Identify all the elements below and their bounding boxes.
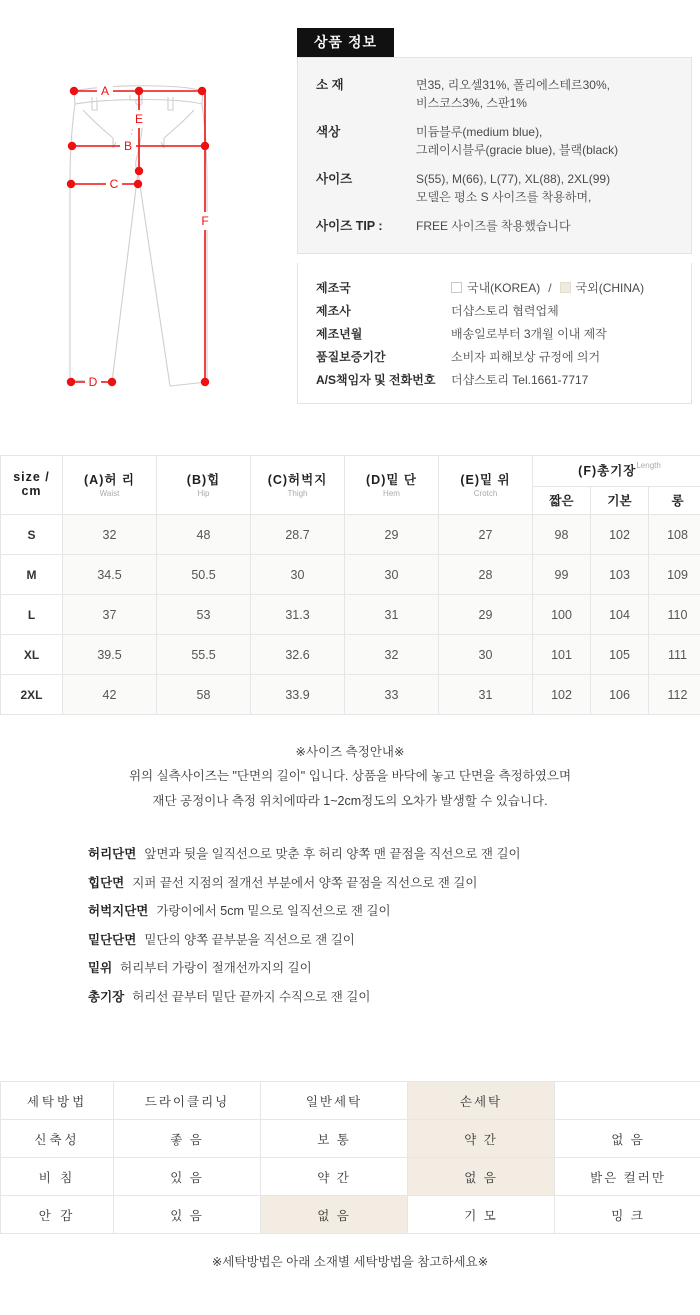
marker-label-e: E (134, 112, 144, 126)
wash-care-footer-note: ※세탁방법은 아래 소재별 세탁방법을 참고하세요※ (211, 1255, 489, 1269)
definition-term-hem: 밑단단면 (88, 932, 137, 947)
cell-2xl-crotch: 31 (439, 675, 533, 715)
definition-hip (88, 877, 648, 890)
product-info-row (298, 76, 691, 112)
header-length-short: 짧은 (533, 487, 591, 515)
header-crotch-en: Crotch (473, 489, 498, 498)
size-chart-table (0, 455, 700, 715)
size-line-2: 모델은 평소 S 사이즈를 착용하며, (416, 190, 592, 204)
marker-label-f: F (201, 214, 209, 228)
size-line-1: S(55), M(66), L(77), XL(88), 2XL(99) (416, 172, 611, 186)
cell-s-thigh: 28.7 (251, 515, 345, 555)
header-size (1, 456, 63, 515)
as-contact-row (298, 371, 691, 388)
size-label-m: M (1, 555, 63, 595)
warranty-value: 소비자 피해보상 규정에 의거 (451, 350, 601, 365)
cell-s-waist: 32 (63, 515, 157, 555)
manufacturer-info-box (297, 263, 692, 404)
material-label: 소 재 (316, 78, 344, 92)
table-row (1, 1196, 700, 1234)
definition-desc-hem: 밑단의 양쪽 끝부분을 직선으로 잰 길이 (144, 932, 355, 947)
cell-s-hip: 48 (157, 515, 251, 555)
product-info-title: 상품 정보 (297, 28, 394, 57)
definition-crotch (88, 962, 648, 975)
product-info-panel (297, 28, 692, 404)
lining-none: 없 음 (261, 1196, 408, 1234)
wash-care-section (0, 1081, 700, 1234)
origin-korea-label: 국내(KOREA) (467, 281, 541, 296)
sheerness-none: 없 음 (408, 1158, 555, 1196)
manufacturer-row (298, 302, 691, 319)
wash-method-machine: 일반세탁 (261, 1082, 408, 1120)
definition-hem (88, 934, 648, 947)
cell-xl-hip: 55.5 (157, 635, 251, 675)
origin-china-label: 국외(CHINA) (575, 281, 645, 296)
cell-2xl-length-long: 112 (649, 675, 700, 715)
lining-mink: 밍 크 (555, 1196, 700, 1234)
cell-l-thigh: 31.3 (251, 595, 345, 635)
cell-m-length-regular: 103 (591, 555, 649, 595)
manufacturer-value: 더샵스토리 협력업체 (451, 304, 559, 319)
definition-desc-length: 허리선 끝부터 밑단 끝까지 수직으로 잰 길이 (132, 989, 371, 1004)
warranty-label: 품질보증기간 (316, 350, 386, 365)
product-info-row (298, 217, 691, 235)
cell-l-crotch: 29 (439, 595, 533, 635)
header-hip-kr: (B)힙 (186, 473, 221, 487)
cell-xl-crotch: 30 (439, 635, 533, 675)
table-row (1, 1082, 700, 1120)
marker-label-d: D (88, 375, 98, 389)
lining-label: 안 감 (1, 1196, 114, 1234)
elasticity-label: 신축성 (1, 1120, 114, 1158)
size-tip-line-1: FREE 사이즈를 착용했습니다 (416, 219, 571, 233)
table-row (1, 635, 700, 675)
header-size-kr: size / cm (13, 470, 50, 498)
manufacturer-label: 제조사 (316, 304, 351, 319)
cell-m-crotch: 28 (439, 555, 533, 595)
header-length-kr: (F)총기장 (578, 464, 637, 478)
warranty-row (298, 348, 691, 365)
elasticity-good: 좋 음 (114, 1120, 261, 1158)
size-table-header-row (1, 456, 700, 487)
cell-xl-length-regular: 105 (591, 635, 649, 675)
table-row (1, 1120, 700, 1158)
sheerness-label: 비 침 (1, 1158, 114, 1196)
definition-term-crotch: 밑위 (88, 961, 113, 975)
as-contact-label: A/S책임자 및 전화번호 (316, 373, 436, 388)
color-label: 색상 (316, 125, 341, 139)
cell-2xl-thigh: 33.9 (251, 675, 345, 715)
size-label-xl: XL (1, 635, 63, 675)
lining-fleece: 기 모 (408, 1196, 555, 1234)
size-label-l: L (1, 595, 63, 635)
lining-yes: 있 음 (114, 1196, 261, 1234)
measurement-lines (68, 88, 209, 386)
marker-label-c: C (109, 177, 119, 191)
china-checkbox-icon (560, 282, 571, 293)
wash-care-table (0, 1081, 700, 1234)
product-info-row (298, 123, 691, 159)
size-tip-label: 사이즈 TIP : (316, 219, 383, 233)
header-crotch (439, 456, 533, 515)
size-value (416, 170, 691, 206)
cell-xl-hem: 32 (345, 635, 439, 675)
cell-m-waist: 34.5 (63, 555, 157, 595)
color-value (416, 123, 691, 159)
size-tip-value (416, 217, 691, 235)
cell-l-hem: 31 (345, 595, 439, 635)
header-length-long: 롱 (649, 487, 700, 515)
cell-2xl-hip: 58 (157, 675, 251, 715)
header-waist-en: Waist (99, 489, 120, 498)
material-line-2: 비스코스3%, 스판1% (416, 96, 527, 110)
header-thigh-en: Thigh (287, 489, 308, 498)
cell-m-hem: 30 (345, 555, 439, 595)
cell-s-length-long: 108 (649, 515, 700, 555)
cell-l-waist: 37 (63, 595, 157, 635)
cell-2xl-hem: 33 (345, 675, 439, 715)
manufacture-date-label: 제조년월 (316, 327, 363, 342)
cell-xl-waist: 39.5 (63, 635, 157, 675)
as-contact-value: 더샵스토리 Tel.1661-7717 (451, 373, 589, 388)
header-length-en: Length (636, 461, 661, 470)
product-info-row (298, 170, 691, 206)
header-hip (157, 456, 251, 515)
definition-desc-hip: 지퍼 끝선 지점의 절개선 부분에서 양쪽 끝점을 직선으로 잰 길이 (132, 875, 478, 890)
cell-2xl-length-regular: 106 (591, 675, 649, 715)
marker-label-b: B (123, 139, 133, 153)
header-length-regular: 기본 (591, 487, 649, 515)
measure-note-title: ※사이즈 측정안내※ (295, 745, 405, 759)
origin-row (298, 279, 691, 296)
header-length-group (533, 456, 700, 487)
header-hem-en: Hem (383, 489, 400, 498)
measure-note-line-2: 위의 실측사이즈는 "단면의 길이" 입니다. 상품을 바닥에 놓고 단면을 측정하였으며 (128, 769, 572, 784)
cell-xl-length-long: 111 (649, 635, 700, 675)
cell-s-length-regular: 102 (591, 515, 649, 555)
pants-measurement-diagram (50, 70, 280, 410)
wash-method-handwash: 손세탁 (408, 1082, 555, 1120)
definition-desc-waist: 앞면과 뒷을 일직선으로 맞춘 후 허리 양쪽 맨 끝점을 직선으로 잰 길이 (144, 847, 521, 861)
table-row (1, 555, 700, 595)
marker-label-a: A (100, 84, 110, 98)
cell-2xl-waist: 42 (63, 675, 157, 715)
definition-term-thigh: 허벅지단면 (88, 904, 149, 918)
header-waist-kr: (A)허 리 (84, 473, 135, 487)
cell-m-thigh: 30 (251, 555, 345, 595)
product-info-box (297, 57, 692, 254)
header-waist (63, 456, 157, 515)
cell-xl-thigh: 32.6 (251, 635, 345, 675)
header-thigh (251, 456, 345, 515)
table-row (1, 515, 700, 555)
cell-s-hem: 29 (345, 515, 439, 555)
manufacture-date-row (298, 325, 691, 342)
wash-method-empty (555, 1082, 700, 1120)
size-label-s: S (1, 515, 63, 555)
elasticity-normal: 보 통 (261, 1120, 408, 1158)
table-row (1, 595, 700, 635)
manufacture-date-value: 배송일로부터 3개월 이내 제작 (451, 327, 607, 342)
header-hip-en: Hip (197, 489, 210, 498)
origin-value (451, 279, 644, 296)
wash-method-label: 세탁방법 (1, 1082, 114, 1120)
top-section (0, 0, 700, 425)
definition-length (88, 991, 648, 1004)
sheerness-light-color-only: 밝은 컬러만 (555, 1158, 700, 1196)
measure-note-line-3: 재단 공정이나 측정 위치에따라 1~2cm정도의 오차가 발생할 수 있습니다. (152, 793, 548, 808)
table-row (1, 1158, 700, 1196)
cell-l-length-long: 110 (649, 595, 700, 635)
size-label-2xl: 2XL (1, 675, 63, 715)
color-line-2: 그레이시블루(gracie blue), 블랙(black) (416, 143, 619, 157)
cell-s-length-short: 98 (533, 515, 591, 555)
material-value (416, 76, 691, 112)
definition-term-length: 총기장 (88, 989, 125, 1004)
cell-xl-length-short: 101 (533, 635, 591, 675)
header-thigh-kr: (C)허벅지 (267, 473, 328, 487)
origin-label: 제조국 (316, 281, 351, 296)
sheerness-slight: 약 간 (261, 1158, 408, 1196)
header-hem-kr: (D)밑 단 (366, 473, 417, 487)
table-row (1, 675, 700, 715)
cell-s-crotch: 27 (439, 515, 533, 555)
definition-term-waist: 허리단면 (88, 847, 137, 861)
definition-desc-thigh: 가랑이에서 5cm 밑으로 일직선으로 잰 길이 (156, 904, 391, 918)
size-label: 사이즈 (316, 172, 353, 186)
size-chart-section (0, 455, 700, 715)
header-crotch-kr: (E)밑 위 (460, 473, 511, 487)
sheerness-yes: 있 음 (114, 1158, 261, 1196)
cell-m-length-short: 99 (533, 555, 591, 595)
origin-separator: / (548, 280, 552, 295)
definition-waist (88, 848, 648, 861)
color-line-1: 미듐블루(medium blue), (416, 125, 543, 139)
cell-l-hip: 53 (157, 595, 251, 635)
cell-m-hip: 50.5 (157, 555, 251, 595)
elasticity-none: 없 음 (555, 1120, 700, 1158)
definition-thigh (88, 905, 648, 918)
cell-l-length-short: 100 (533, 595, 591, 635)
cell-m-length-long: 109 (649, 555, 700, 595)
elasticity-slight: 약 간 (408, 1120, 555, 1158)
korea-checkbox-icon (451, 282, 462, 293)
wash-method-dryclean: 드라이클리닝 (114, 1082, 261, 1120)
measurement-labels (85, 82, 213, 391)
cell-l-length-regular: 104 (591, 595, 649, 635)
measurement-guide-note (0, 740, 700, 813)
definition-term-hip: 힙단면 (88, 875, 125, 890)
cell-2xl-length-short: 102 (533, 675, 591, 715)
measurement-definitions-list (88, 848, 648, 1019)
definition-desc-crotch: 허리부터 가랑이 절개선까지의 길이 (120, 961, 312, 975)
header-hem (345, 456, 439, 515)
material-line-1: 면35, 리오셀31%, 폴리에스테르30%, (416, 78, 610, 92)
